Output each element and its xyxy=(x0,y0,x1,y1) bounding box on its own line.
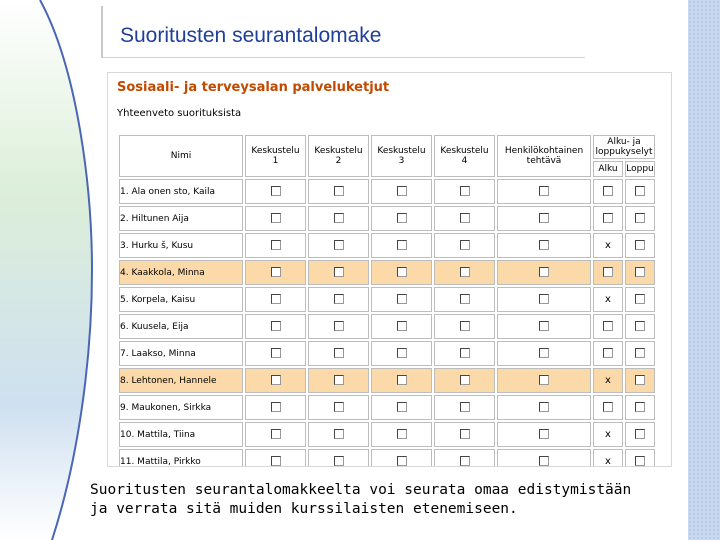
student-name: 1. Ala onen sto, Kaila xyxy=(119,179,243,204)
task-cell xyxy=(434,449,495,467)
task-cell xyxy=(434,314,495,339)
end-survey-cell xyxy=(625,341,655,366)
task-cell xyxy=(434,368,495,393)
column-header-discussion-2: Keskustelu 2 xyxy=(308,135,369,177)
task-cell xyxy=(245,179,306,204)
survey-checkbox[interactable] xyxy=(603,267,613,277)
task-cell xyxy=(371,260,432,285)
task-checkbox[interactable] xyxy=(539,375,549,385)
student-name: 2. Hiltunen Aija xyxy=(119,206,243,231)
title-divider-horizontal xyxy=(103,57,585,58)
start-survey-cell xyxy=(593,395,623,420)
task-cell xyxy=(497,368,591,393)
task-checkbox[interactable] xyxy=(539,402,549,412)
task-checkbox[interactable] xyxy=(334,186,344,196)
student-name: 7. Laakso, Minna xyxy=(119,341,243,366)
task-checkbox[interactable] xyxy=(334,429,344,439)
task-cell xyxy=(371,422,432,447)
task-cell xyxy=(434,260,495,285)
table-row xyxy=(119,287,655,312)
title-divider-vertical xyxy=(101,6,103,58)
task-checkbox[interactable] xyxy=(539,267,549,277)
task-cell xyxy=(371,206,432,231)
task-checkbox[interactable] xyxy=(460,348,470,358)
caption-line-2: ja verrata sitä muiden kurssilaisten etenemiseen. xyxy=(90,501,518,517)
end-survey-cell xyxy=(625,233,655,258)
task-checkbox[interactable] xyxy=(397,213,407,223)
survey-checkbox[interactable] xyxy=(635,402,645,412)
table-row xyxy=(119,206,655,231)
column-header-discussion-1: Keskustelu 1 xyxy=(245,135,306,177)
table-row xyxy=(119,395,655,420)
column-header-name: Nimi xyxy=(119,135,243,177)
task-cell xyxy=(308,422,369,447)
task-checkbox[interactable] xyxy=(271,294,281,304)
task-cell xyxy=(497,206,591,231)
task-cell xyxy=(371,287,432,312)
task-checkbox[interactable] xyxy=(271,348,281,358)
decorative-side-strip xyxy=(688,0,720,540)
task-cell xyxy=(434,287,495,312)
task-cell xyxy=(308,206,369,231)
task-cell xyxy=(497,422,591,447)
end-survey-cell xyxy=(625,260,655,285)
task-checkbox[interactable] xyxy=(539,429,549,439)
end-survey-cell xyxy=(625,206,655,231)
start-survey-cell xyxy=(593,260,623,285)
task-cell xyxy=(308,314,369,339)
task-checkbox[interactable] xyxy=(271,186,281,196)
task-cell xyxy=(497,287,591,312)
task-checkbox[interactable] xyxy=(271,267,281,277)
start-survey-cell xyxy=(593,449,623,467)
task-checkbox[interactable] xyxy=(397,402,407,412)
student-name: 10. Mattila, Tiina xyxy=(119,422,243,447)
task-cell xyxy=(371,449,432,467)
survey-checkbox[interactable] xyxy=(603,402,613,412)
slide-title: Suoritusten seurantalomake xyxy=(120,24,382,47)
task-cell xyxy=(308,368,369,393)
survey-done-mark: x xyxy=(605,294,611,305)
task-cell xyxy=(245,206,306,231)
task-cell xyxy=(434,179,495,204)
task-checkbox[interactable] xyxy=(397,375,407,385)
task-checkbox[interactable] xyxy=(334,456,344,466)
task-checkbox[interactable] xyxy=(334,321,344,331)
end-survey-cell xyxy=(625,449,655,467)
table-row xyxy=(119,179,655,204)
task-cell xyxy=(245,341,306,366)
task-cell xyxy=(497,449,591,467)
form-screenshot-panel xyxy=(107,72,672,467)
start-survey-cell xyxy=(593,341,623,366)
task-cell xyxy=(497,233,591,258)
task-checkbox[interactable] xyxy=(397,186,407,196)
survey-done-mark: x xyxy=(605,375,611,386)
task-checkbox[interactable] xyxy=(271,402,281,412)
task-cell xyxy=(245,395,306,420)
task-cell xyxy=(245,422,306,447)
task-checkbox[interactable] xyxy=(271,213,281,223)
student-name: 4. Kaakkola, Minna xyxy=(119,260,243,285)
table-row xyxy=(119,260,655,285)
start-survey-cell xyxy=(593,314,623,339)
start-survey-cell xyxy=(593,179,623,204)
task-cell xyxy=(371,233,432,258)
student-name: 9. Maukonen, Sirkka xyxy=(119,395,243,420)
column-header-personal-task: Henkilökohtainen tehtävä xyxy=(497,135,591,177)
student-name: 5. Korpela, Kaisu xyxy=(119,287,243,312)
survey-checkbox[interactable] xyxy=(635,429,645,439)
survey-checkbox[interactable] xyxy=(603,348,613,358)
task-checkbox[interactable] xyxy=(539,294,549,304)
task-cell xyxy=(434,233,495,258)
survey-done-mark: x xyxy=(605,456,611,467)
task-cell xyxy=(245,233,306,258)
task-checkbox[interactable] xyxy=(460,375,470,385)
task-cell xyxy=(371,368,432,393)
task-checkbox[interactable] xyxy=(460,456,470,466)
column-header-end-survey: Loppu xyxy=(625,161,655,177)
column-header-surveys: Alku- ja loppukyselyt xyxy=(593,135,655,159)
task-cell xyxy=(434,395,495,420)
survey-checkbox[interactable] xyxy=(635,321,645,331)
task-cell xyxy=(308,287,369,312)
task-cell xyxy=(497,395,591,420)
start-survey-cell xyxy=(593,233,623,258)
column-header-start-survey: Alku xyxy=(593,161,623,177)
survey-checkbox[interactable] xyxy=(603,321,613,331)
table-row xyxy=(119,314,655,339)
end-survey-cell xyxy=(625,287,655,312)
table-row xyxy=(119,368,655,393)
task-checkbox[interactable] xyxy=(397,294,407,304)
task-cell xyxy=(308,179,369,204)
survey-checkbox[interactable] xyxy=(635,348,645,358)
task-cell xyxy=(245,368,306,393)
task-checkbox[interactable] xyxy=(460,321,470,331)
caption-line-1: Suoritusten seurantalomakkeelta voi seurata omaa edistymistään xyxy=(90,482,632,498)
task-cell xyxy=(371,314,432,339)
task-cell xyxy=(308,233,369,258)
task-cell xyxy=(497,341,591,366)
slide-caption xyxy=(90,481,700,519)
task-checkbox[interactable] xyxy=(271,456,281,466)
task-checkbox[interactable] xyxy=(539,321,549,331)
task-checkbox[interactable] xyxy=(334,348,344,358)
task-checkbox[interactable] xyxy=(539,213,549,223)
task-checkbox[interactable] xyxy=(397,267,407,277)
task-cell xyxy=(308,395,369,420)
start-survey-cell xyxy=(593,287,623,312)
survey-checkbox[interactable] xyxy=(603,213,613,223)
task-checkbox[interactable] xyxy=(397,240,407,250)
end-survey-cell xyxy=(625,395,655,420)
task-cell xyxy=(371,395,432,420)
task-checkbox[interactable] xyxy=(334,267,344,277)
column-header-discussion-4: Keskustelu 4 xyxy=(434,135,495,177)
task-cell xyxy=(497,314,591,339)
start-survey-cell xyxy=(593,422,623,447)
task-cell xyxy=(434,341,495,366)
start-survey-cell xyxy=(593,206,623,231)
task-checkbox[interactable] xyxy=(334,402,344,412)
task-checkbox[interactable] xyxy=(460,429,470,439)
task-checkbox[interactable] xyxy=(334,213,344,223)
task-cell xyxy=(434,206,495,231)
task-checkbox[interactable] xyxy=(460,186,470,196)
task-checkbox[interactable] xyxy=(539,456,549,466)
table-row xyxy=(119,422,655,447)
task-cell xyxy=(245,449,306,467)
task-checkbox[interactable] xyxy=(397,456,407,466)
task-cell xyxy=(308,449,369,467)
task-cell xyxy=(245,260,306,285)
table-row xyxy=(119,449,655,467)
progress-table xyxy=(117,133,657,467)
task-cell xyxy=(245,287,306,312)
end-survey-cell xyxy=(625,368,655,393)
task-checkbox[interactable] xyxy=(397,348,407,358)
task-checkbox[interactable] xyxy=(460,267,470,277)
student-name: 11. Mattila, Pirkko xyxy=(119,449,243,467)
task-checkbox[interactable] xyxy=(397,429,407,439)
task-checkbox[interactable] xyxy=(539,240,549,250)
task-cell xyxy=(308,341,369,366)
task-cell xyxy=(434,422,495,447)
task-cell xyxy=(245,314,306,339)
start-survey-cell xyxy=(593,368,623,393)
survey-checkbox[interactable] xyxy=(603,186,613,196)
student-name: 8. Lehtonen, Hannele xyxy=(119,368,243,393)
student-name: 6. Kuusela, Eija xyxy=(119,314,243,339)
end-survey-cell xyxy=(625,179,655,204)
survey-checkbox[interactable] xyxy=(635,294,645,304)
task-cell xyxy=(371,179,432,204)
task-checkbox[interactable] xyxy=(460,294,470,304)
task-checkbox[interactable] xyxy=(397,321,407,331)
task-checkbox[interactable] xyxy=(334,240,344,250)
task-checkbox[interactable] xyxy=(539,348,549,358)
survey-checkbox[interactable] xyxy=(635,456,645,466)
task-checkbox[interactable] xyxy=(460,402,470,412)
task-cell xyxy=(497,179,591,204)
survey-checkbox[interactable] xyxy=(635,375,645,385)
end-survey-cell xyxy=(625,314,655,339)
table-row xyxy=(119,341,655,366)
survey-checkbox[interactable] xyxy=(635,213,645,223)
task-checkbox[interactable] xyxy=(271,240,281,250)
table-row xyxy=(119,233,655,258)
survey-checkbox[interactable] xyxy=(635,240,645,250)
decorative-arc xyxy=(0,0,110,540)
task-cell xyxy=(497,260,591,285)
task-cell xyxy=(308,260,369,285)
task-checkbox[interactable] xyxy=(271,429,281,439)
column-header-discussion-3: Keskustelu 3 xyxy=(371,135,432,177)
survey-checkbox[interactable] xyxy=(635,186,645,196)
survey-checkbox[interactable] xyxy=(635,267,645,277)
survey-done-mark: x xyxy=(605,429,611,440)
task-checkbox[interactable] xyxy=(334,375,344,385)
task-checkbox[interactable] xyxy=(460,240,470,250)
task-checkbox[interactable] xyxy=(271,375,281,385)
survey-done-mark: x xyxy=(605,240,611,251)
form-subtitle: Yhteenveto suorituksista xyxy=(117,108,242,119)
student-name: 3. Hurku š, Kusu xyxy=(119,233,243,258)
task-checkbox[interactable] xyxy=(334,294,344,304)
task-checkbox[interactable] xyxy=(271,321,281,331)
end-survey-cell xyxy=(625,422,655,447)
task-checkbox[interactable] xyxy=(539,186,549,196)
form-title: Sosiaali- ja terveysalan palveluketjut xyxy=(117,80,390,95)
task-cell xyxy=(371,341,432,366)
task-checkbox[interactable] xyxy=(460,213,470,223)
